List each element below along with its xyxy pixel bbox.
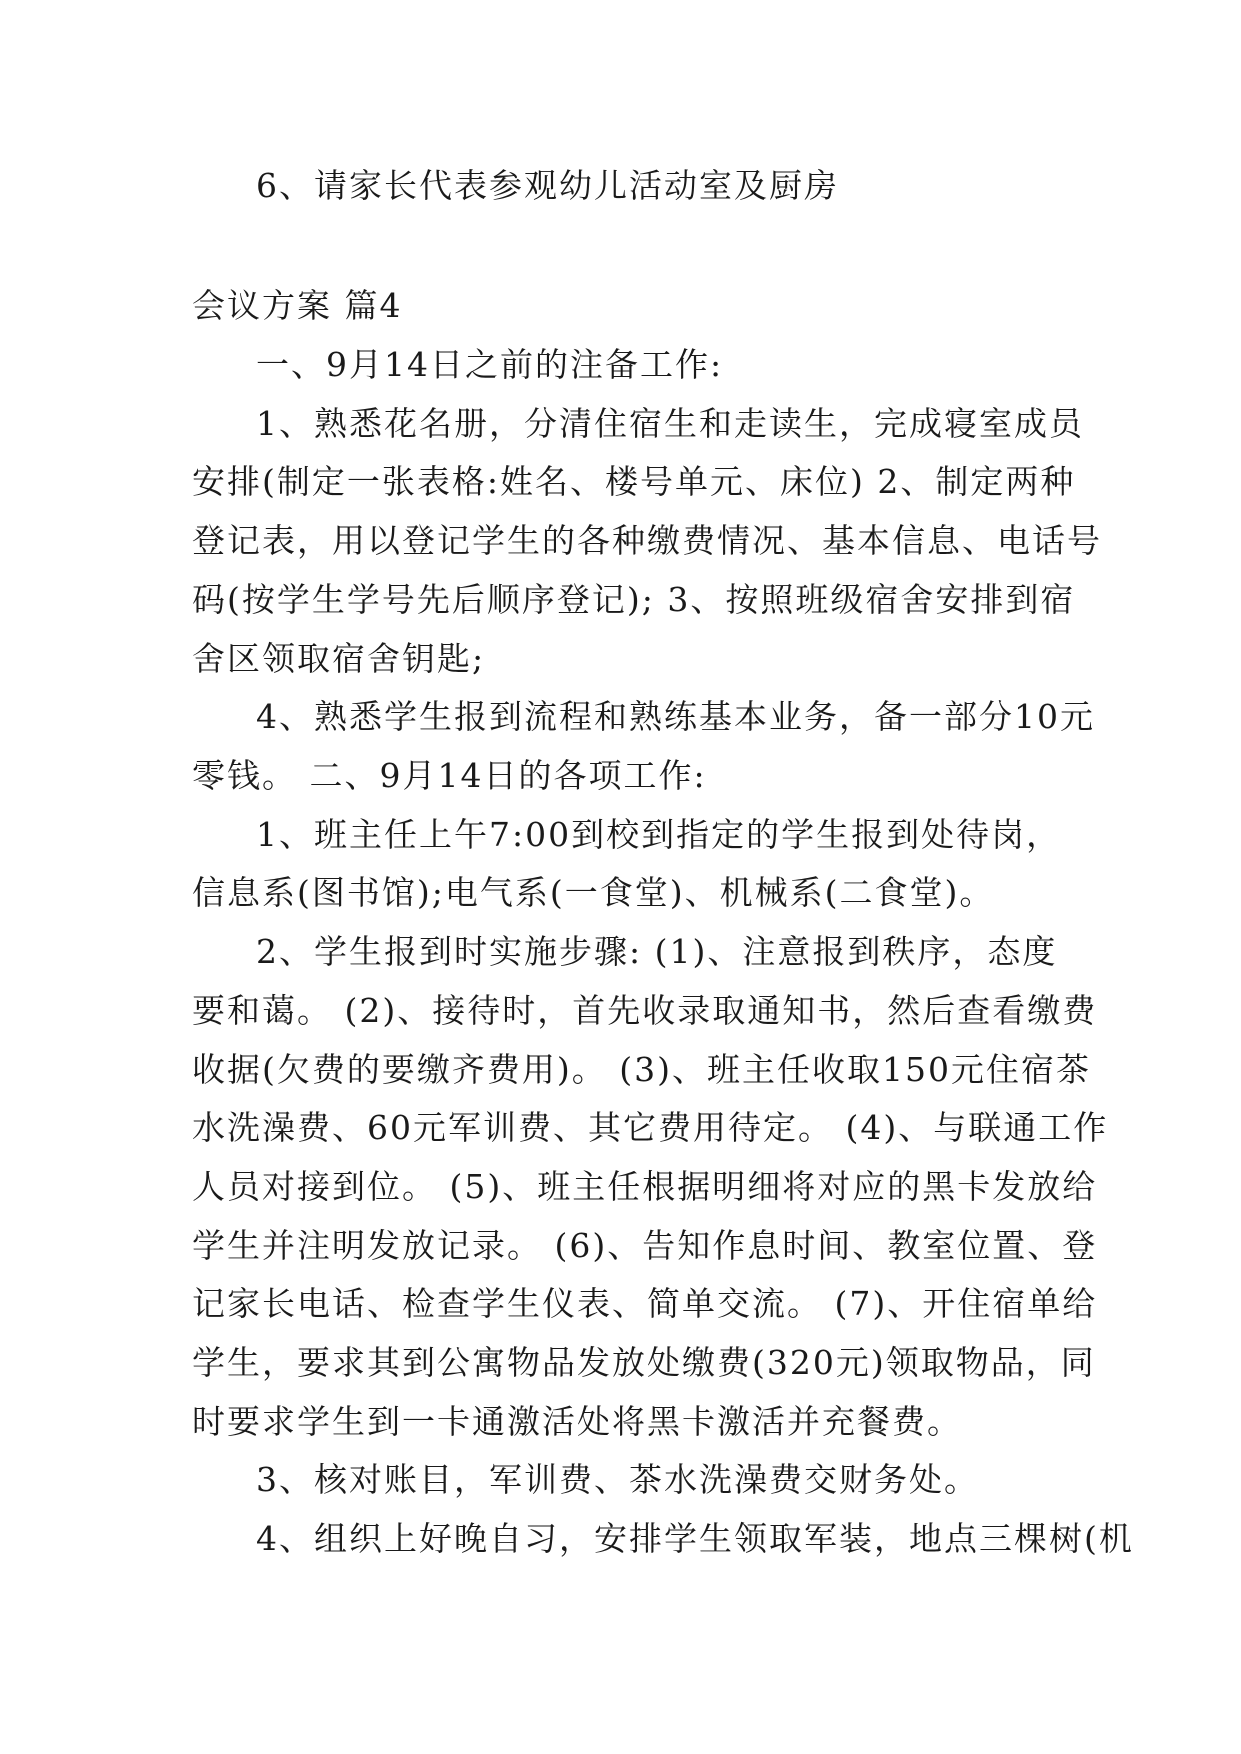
agenda-item-6: 6、请家长代表参观幼儿活动室及厨房 [256,166,839,205]
paragraph-line: 收据(欠费的要缴齐费用)。 (3)、班主任收取150元住宿茶 [192,1050,1091,1089]
paragraph-line: 记家长电话、检查学生仪表、简单交流。 (7)、开住宿单给 [192,1284,1098,1323]
subsection-heading-before-sept-14: 一、9月14日之前的注备工作: [256,345,724,384]
paragraph-line: 学生，要求其到公寓物品发放处缴费(320元)领取物品，同 [192,1343,1096,1382]
paragraph-line: 信息系(图书馆);电气系(一食堂)、机械系(二食堂)。 [192,873,995,912]
paragraph-line: 1、熟悉花名册，分清住宿生和走读生，完成寝室成员 [256,404,1084,443]
paragraph-line: 学生并注明发放记录。 (6)、告知作息时间、教室位置、登 [192,1226,1098,1265]
paragraph-line: 码(按学生学号先后顺序登记); 3、按照班级宿舍安排到宿 [192,580,1076,619]
paragraph-line: 时要求学生到一卡通激活处将黑卡激活并充餐费。 [192,1402,962,1441]
paragraph-line: 水洗澡费、60元军训费、其它费用待定。 (4)、与联通工作 [192,1108,1109,1147]
paragraph-line: 舍区领取宿舍钥匙; [192,639,486,678]
paragraph-line: 零钱。 二、9月14日的各项工作: [192,756,707,795]
paragraph-line: 安排(制定一张表格:姓名、楼号单元、床位) 2、制定两种 [192,462,1076,501]
paragraph-line: 登记表，用以登记学生的各种缴费情况、基本信息、电话号 [192,521,1102,560]
paragraph-line: 2、学生报到时实施步骤: (1)、注意报到秩序，态度 [256,932,1058,971]
paragraph-line: 4、组织上好晚自习，安排学生领取军装，地点三棵树(机 [256,1519,1134,1558]
paragraph-line: 1、班主任上午7:00到校到指定的学生报到处待岗， [256,815,1062,854]
paragraph-line: 要和蔼。 (2)、接待时，首先收录取通知书，然后查看缴费 [192,991,1098,1030]
paragraph-line: 4、熟悉学生报到流程和熟练基本业务，备一部分10元 [256,697,1095,736]
paragraph-line: 3、核对账目，军训费、茶水洗澡费交财务处。 [256,1460,979,1499]
section-heading: 会议方案 篇4 [192,286,403,325]
paragraph-line: 人员对接到位。 (5)、班主任根据明细将对应的黑卡发放给 [192,1167,1098,1206]
